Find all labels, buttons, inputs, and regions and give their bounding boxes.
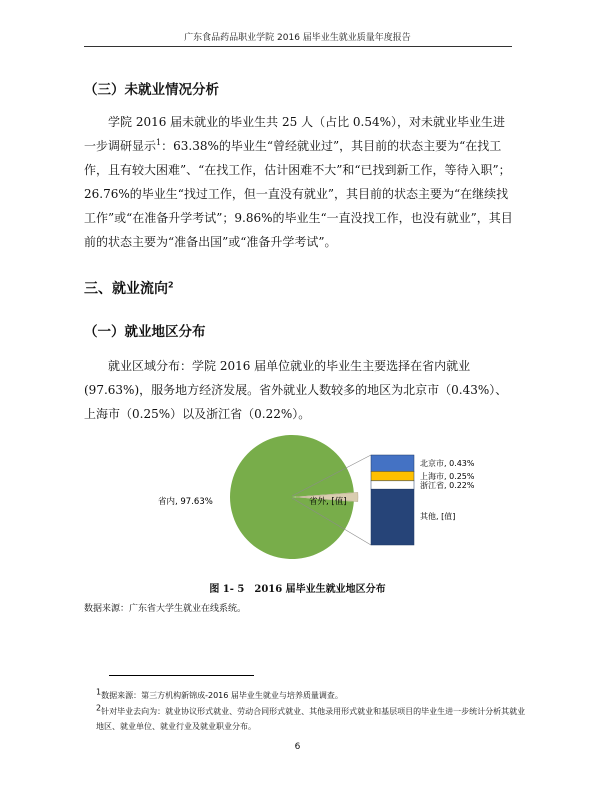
paragraph-unemployment [84, 110, 514, 254]
footnote-ref-2: 2 [168, 280, 174, 290]
outside-breakdown-labels [420, 458, 475, 521]
bar-label-1: 上海市, 0.25% [420, 472, 475, 482]
header-rule [84, 46, 512, 47]
bar-segment-3 [371, 489, 414, 545]
footnote-1-text: 数据来源：第三方机构新锦成-2016 届毕业生就业与培养质量调查。 [101, 691, 343, 700]
bar-segment-1 [371, 471, 414, 480]
footnote-1 [96, 688, 526, 703]
bar-label-3: 其他, [值] [420, 512, 456, 522]
section-heading-region: （一）就业地区分布 [84, 324, 206, 340]
bar-segment-0 [371, 455, 414, 471]
pie-label-outside: 省外, [值] [309, 497, 347, 507]
chart-caption: 图 1- 5 2016 届毕业生就业地区分布 [209, 584, 386, 595]
paragraph-region-body: 学院 2016 届单位就业的毕业生主要选择在省内就业(97.63%)，服务地方经济发展。省外就业人数较多的地区为北京市（0.43%）、上海市（0.25%）以及浙江省（0.22%）。 [84, 359, 508, 421]
footnote-rule [109, 675, 254, 676]
paragraph-region-lead: 就业区域分布： [108, 359, 193, 373]
pie-label-province: 省内, 97.63% [158, 497, 213, 507]
footnote-ref-1: 1 [156, 138, 162, 147]
paragraph-region [84, 354, 514, 426]
page-number: 6 [294, 742, 301, 752]
chapter-heading-text: 三、就业流向 [84, 281, 168, 297]
footnote-2 [96, 704, 526, 734]
bar-label-0: 北京市, 0.43% [420, 459, 475, 469]
page-header: 广东食品药品职业学院 2016 届毕业生就业质量年度报告 [184, 33, 411, 43]
paragraph-unemployment-part1: 学院 2016 届未就业的毕业生共 25 人（占比 0.54%），对未就业毕业生进一步调研显示 [84, 115, 506, 153]
paragraph-unemployment-part2: ：63.38%的毕业生“曾经就业过”，其目前的状态主要为“在找工作，且有较大困难”、“在找工作，估计困难不大”和“已找到新工作，等待入职”；26.76%的毕业生“找过工作，但一直没有就业”，其目前的状态主要为“在继续找工作”或“在准备升学考试”；9.86%的毕业生“一直没找工作，也没有就业”，其目前的状态主要为“准备出国”或“准备升学考试”。 [84, 139, 513, 249]
outside-breakdown-bar [371, 455, 414, 545]
bar-segment-2 [371, 481, 414, 489]
chapter-heading-employment-flow [84, 278, 174, 298]
footnote-2-text: 针对毕业去向为：就业协议形式就业、劳动合同形式就业、其他录用形式就业和基层项目的毕业生进一步统计分析其就业地区、就业单位、就业行业及就业职业分布。 [96, 707, 526, 731]
region-pie-chart [0, 418, 595, 578]
bar-label-2: 浙江省, 0.22% [420, 481, 475, 490]
data-source-note: 数据来源：广东省大学生就业在线系统。 [84, 604, 247, 614]
footnote-2-mark: 2 [96, 703, 102, 713]
footnote-1-mark: 1 [96, 687, 102, 697]
section-heading-unemployment: （三）未就业情况分析 [84, 82, 219, 98]
